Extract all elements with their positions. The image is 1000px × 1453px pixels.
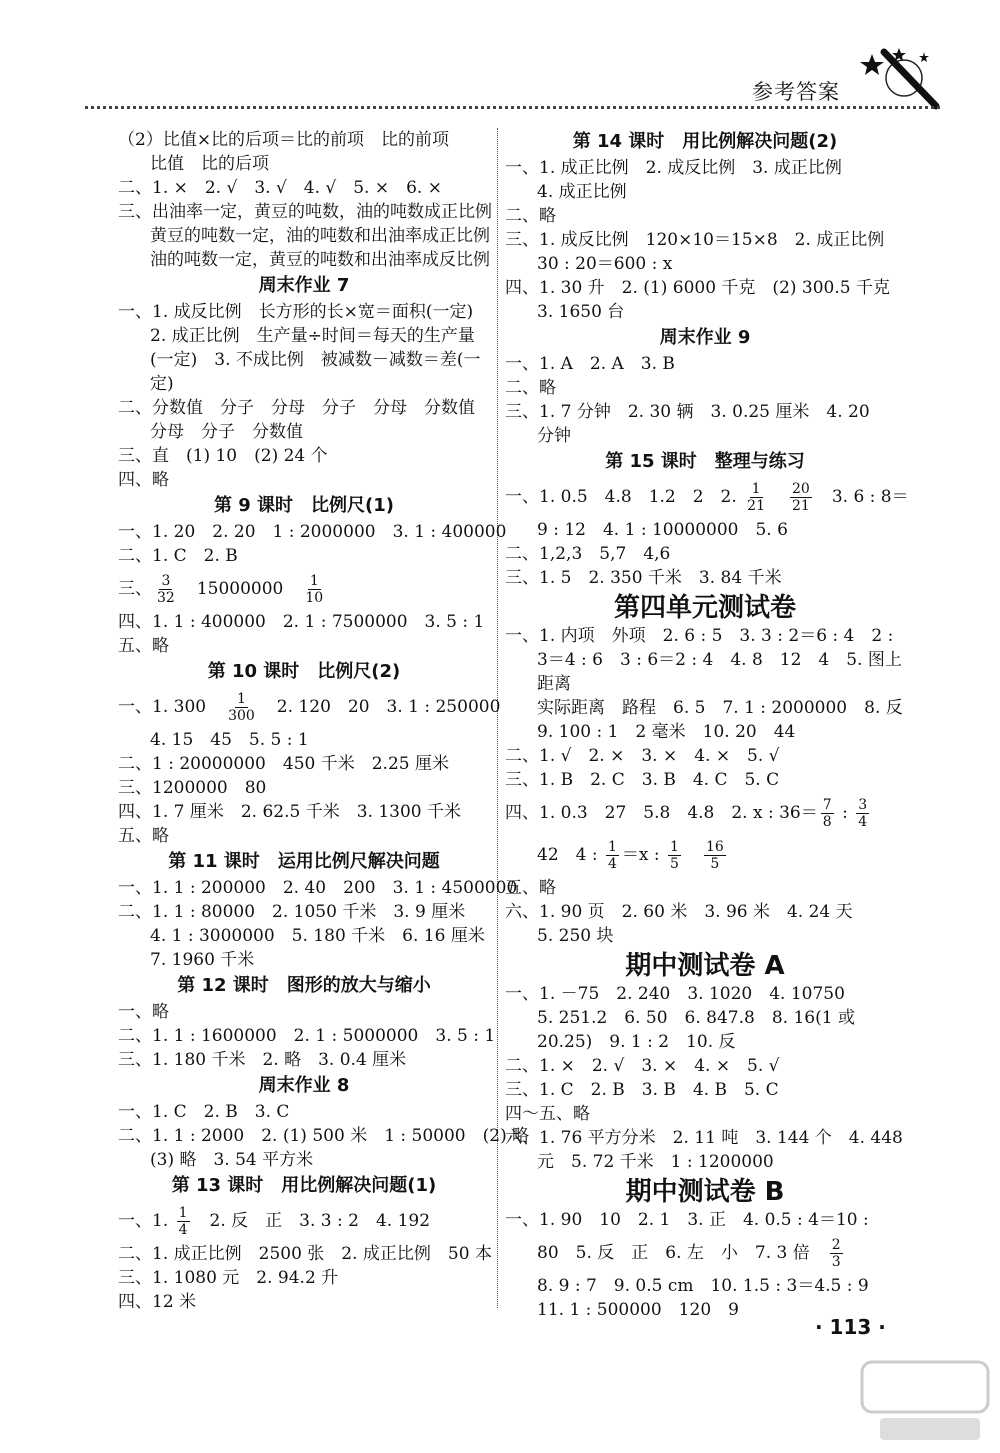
answer-line: 三、1. B 2. C 3. B 4. C 5. C [505,770,780,790]
answer-line: 二、1. 1 : 80000 2. 1050 千米 3. 9 厘米 [118,902,466,922]
fraction-numerator: 3 [161,573,171,589]
answer-line: 二、1. C 2. B [118,546,238,566]
answer-line: 定) [150,374,174,394]
line-text: 42 4 : [537,845,603,865]
line-text: : [836,803,854,823]
answer-line: 4. 成正比例 [537,182,627,202]
section-heading: 第 14 课时 用比例解决问题(2) [572,131,838,152]
answer-line: 2. 成正比例 生产量÷时间＝每天的生产量 [150,326,475,346]
answer-line: 9 : 12 4. 1 : 10000000 5. 6 [537,520,788,540]
star-wand-icon [844,40,940,110]
header-title: 参考答案 [752,80,840,104]
answer-line: 11. 1 : 500000 120 9 [537,1300,739,1320]
answer-line: 5. 251.2 6. 50 6. 847.8 8. 16(1 或 [537,1008,855,1028]
line-text: 3. 6 : 8＝ [814,487,909,507]
fraction-numerator: 1 [607,839,617,855]
answer-line: 四、1. 1 : 400000 2. 1 : 7500000 3. 5 : 1 [118,612,485,632]
answer-line: 四、1. 7 厘米 2. 62.5 千米 3. 1300 千米 [118,802,462,822]
fraction [821,797,834,830]
section-heading: 周末作业 9 [659,327,751,348]
answer-line: 二、1,2,3 5,7 4,6 [505,544,671,564]
fraction-denominator: 4 [178,1222,188,1238]
line-text: ＝x : [621,845,666,865]
answer-line: (3) 略 3. 54 平方米 [150,1150,314,1170]
answer-line: 油的吨数一定，黄豆的吨数和出油率成反比例 [150,250,490,270]
fraction-numerator: 2 [831,1237,841,1253]
fraction-denominator: 5 [710,856,720,872]
fraction [303,573,325,606]
answer-line: 一、1. 成反比例 长方形的长×宽＝面积(一定) [118,302,474,322]
fraction-denominator: 300 [228,708,255,724]
fraction [745,481,767,514]
answer-line: 二、略 [505,378,556,398]
fraction-numerator: 1 [751,481,761,497]
answer-line: 三、1. 成反比例 120×10＝15×8 2. 成正比例 [505,230,885,250]
answer-line: 一、1. 内项 外项 2. 6 : 5 3. 3 : 2＝6 : 4 2 : [505,626,894,646]
section-heading: 第 11 课时 运用比例尺解决问题 [168,851,440,872]
answer-line: 4. 15 45 5. 5 : 1 [150,730,309,750]
answer-line: 三、出油率一定，黄豆的吨数，油的吨数成正比例 [118,202,492,222]
answer-line: 4. 1 : 3000000 5. 180 千米 6. 16 厘米 [150,926,485,946]
fraction-numerator: 20 [792,481,810,497]
answer-line: 元 5. 72 千米 1 : 1200000 [537,1152,774,1172]
answer-line: 三、1. 5 2. 350 千米 3. 84 千米 [505,568,782,588]
section-heading: 周末作业 8 [258,1075,350,1096]
answer-line: 四、12 米 [118,1292,197,1312]
line-text: 15000000 [179,579,301,599]
answer-line: 三、1. 7 分钟 2. 30 辆 3. 0.25 厘米 4. 20 [505,402,870,422]
line-text: 四、1. 0.3 27 5.8 4.8 2. x : 36＝ [505,803,818,823]
fraction [177,1205,190,1238]
answer-line: 六、1. 90 页 2. 60 米 3. 96 米 4. 24 天 [505,902,853,922]
answer-line: 一、略 [118,1002,169,1022]
answer-line [505,476,909,518]
answer-line [118,686,501,728]
answer-line: 五、略 [118,826,169,846]
answer-line: 一、1. －75 2. 240 3. 1020 4. 10750 [505,984,845,1004]
fraction-denominator: 21 [747,498,765,514]
answer-line [505,792,905,834]
answer-line: 二、1. 成正比例 2500 张 2. 成正比例 50 本 [118,1244,492,1264]
fraction-numerator: 1 [309,573,319,589]
answer-line: 四～五、略 [505,1104,590,1124]
answer-line: 四、1. 30 升 2. (1) 6000 千克 (2) 300.5 千克 [505,278,890,298]
fraction-denominator: 21 [792,498,810,514]
line-text: 80 5. 反 正 6. 左 小 7. 3 倍 [537,1243,827,1263]
answer-line: 黄豆的吨数一定，油的吨数和出油率成正比例 [150,226,490,246]
fraction-denominator: 10 [305,590,324,606]
answer-line: 3＝4 : 6 3 : 6＝2 : 4 4. 8 12 4 5. 图上 [537,650,902,670]
answer-line [505,834,905,876]
section-heading: 第 13 课时 用比例解决问题(1) [171,1175,437,1196]
answer-line: 二、分数值 分子 分母 分子 分母 分数值 [118,398,475,418]
answer-line: 分母 分子 分数值 [150,422,303,442]
fraction-denominator: 4 [858,814,868,830]
answer-line: 五、略 [118,636,169,656]
answer-line: 三、1. 1080 元 2. 94.2 升 [118,1268,339,1288]
fraction [856,797,869,830]
fraction-denominator: 5 [670,856,679,872]
watermark-logo [860,1360,990,1445]
line-text: 2. 反 正 3. 3 : 2 4. 192 [192,1211,431,1231]
answer-line: 二、1. √ 2. × 3. × 4. × 5. √ [505,746,780,766]
answer-line: 分钟 [537,426,571,446]
section-heading: 第 10 课时 比例尺(2) [207,661,401,682]
left-column [118,128,530,1314]
answer-line: 一、1. 20 2. 20 1 : 2000000 3. 1 : 400000 [118,522,507,542]
fraction [790,481,812,514]
fraction-numerator: 1 [236,691,246,707]
fraction-numerator: 1 [178,1205,188,1221]
section-heading: 周末作业 7 [258,275,350,296]
answer-line: (一定) 3. 不成比例 被减数－减数＝差(一 [150,350,481,370]
answer-line: 5. 250 块 [537,926,614,946]
answer-line: 六、1. 76 平方分米 2. 11 吨 3. 144 个 4. 448 [505,1128,903,1148]
answer-line: 一、1. A 2. A 3. B [505,354,675,374]
answer-line: 一、1. 成正比例 2. 成反比例 3. 成正比例 [505,158,842,178]
midterm-a-heading: 期中测试卷 A [625,951,785,981]
answer-line: 20.25) 9. 1 : 2 10. 反 [537,1032,736,1052]
fraction [830,1237,843,1270]
answer-line: （2）比值×比的后项＝比的前项 比的前项 [118,130,450,150]
fraction-denominator: 8 [822,814,832,830]
right-column [505,128,909,1322]
line-text: 一、1. 0.5 4.8 1.2 2 2. [505,487,743,507]
header-rule [85,106,940,109]
fraction-numerator: 16 [705,839,724,855]
answer-line: 一、1. 1 : 200000 2. 40 200 3. 1 : 4500000 [118,878,518,898]
fraction-numerator: 3 [858,797,868,813]
answer-line: 9. 100 : 1 2 毫米 10. 20 44 [537,722,796,742]
answer-line: 三、1. 180 千米 2. 略 3. 0.4 厘米 [118,1050,407,1070]
fraction-numerator: 7 [822,797,832,813]
answer-line: 三、1200000 80 [118,778,267,798]
answer-line: 7. 1960 千米 [150,950,255,970]
answer-line: 3. 1650 台 [537,302,625,322]
answer-line: 二、略 [505,206,556,226]
answer-line [118,1200,490,1242]
answer-line: 一、1. C 2. B 3. C [118,1102,290,1122]
fraction [668,839,681,872]
fraction [704,839,726,872]
page-number: · 113 · [815,1315,886,1339]
answer-line: 三、直 (1) 10 (2) 24 个 [118,446,328,466]
line-text: 一、1. 300 [118,697,224,717]
answer-line: 五、略 [505,878,556,898]
fraction-denominator: 3 [831,1254,841,1270]
answer-line: 实际距离 路程 6. 5 7. 1 : 2000000 8. 反 [537,698,903,718]
answer-line: 30 : 20＝600 : x [537,254,673,274]
answer-line: 二、1 : 20000000 450 千米 2.25 厘米 [118,754,449,774]
line-text: 一、1. [118,1211,174,1231]
line-text: 2. 120 20 3. 1 : 250000 [259,697,501,717]
section-heading: 第 12 课时 图形的放大与缩小 [177,975,431,996]
fraction-denominator: 32 [157,590,175,606]
answer-line: 一、1. 90 10 2. 1 3. 正 4. 0.5 : 4＝10 : [505,1210,869,1230]
page-header [85,70,940,110]
answer-line [118,568,490,610]
line-text: 三、 [118,579,152,599]
answer-line: 二、1. 1 : 1600000 2. 1 : 5000000 3. 5 : 1 [118,1026,496,1046]
fraction [606,839,619,872]
answer-line: 距离 [537,674,571,694]
section-heading: 第 15 课时 整理与练习 [605,451,805,472]
answer-line: 二、1. × 2. √ 3. × 4. × 5. √ [505,1056,780,1076]
answer-line: 三、1. C 2. B 3. B 4. B 5. C [505,1080,779,1100]
answer-line: 四、略 [118,470,169,490]
fraction-denominator: 4 [607,856,617,872]
unit-test-heading: 第四单元测试卷 [613,593,796,623]
section-heading: 第 9 课时 比例尺(1) [213,495,395,516]
answer-line [505,1232,905,1274]
fraction [226,691,257,724]
answer-line: 二、1. × 2. √ 3. √ 4. √ 5. × 6. × [118,178,442,198]
answer-line: 二、1. 1 : 2000 2. (1) 500 米 1 : 50000 (2) 略 [118,1126,530,1146]
midterm-b-heading: 期中测试卷 B [625,1177,785,1207]
fraction [155,573,177,606]
answer-line: 8. 9 : 7 9. 0.5 cm 10. 1.5 : 3＝4.5 : 9 [537,1276,869,1296]
fraction-numerator: 1 [670,839,679,855]
answer-line: 比值 比的后项 [150,154,269,174]
